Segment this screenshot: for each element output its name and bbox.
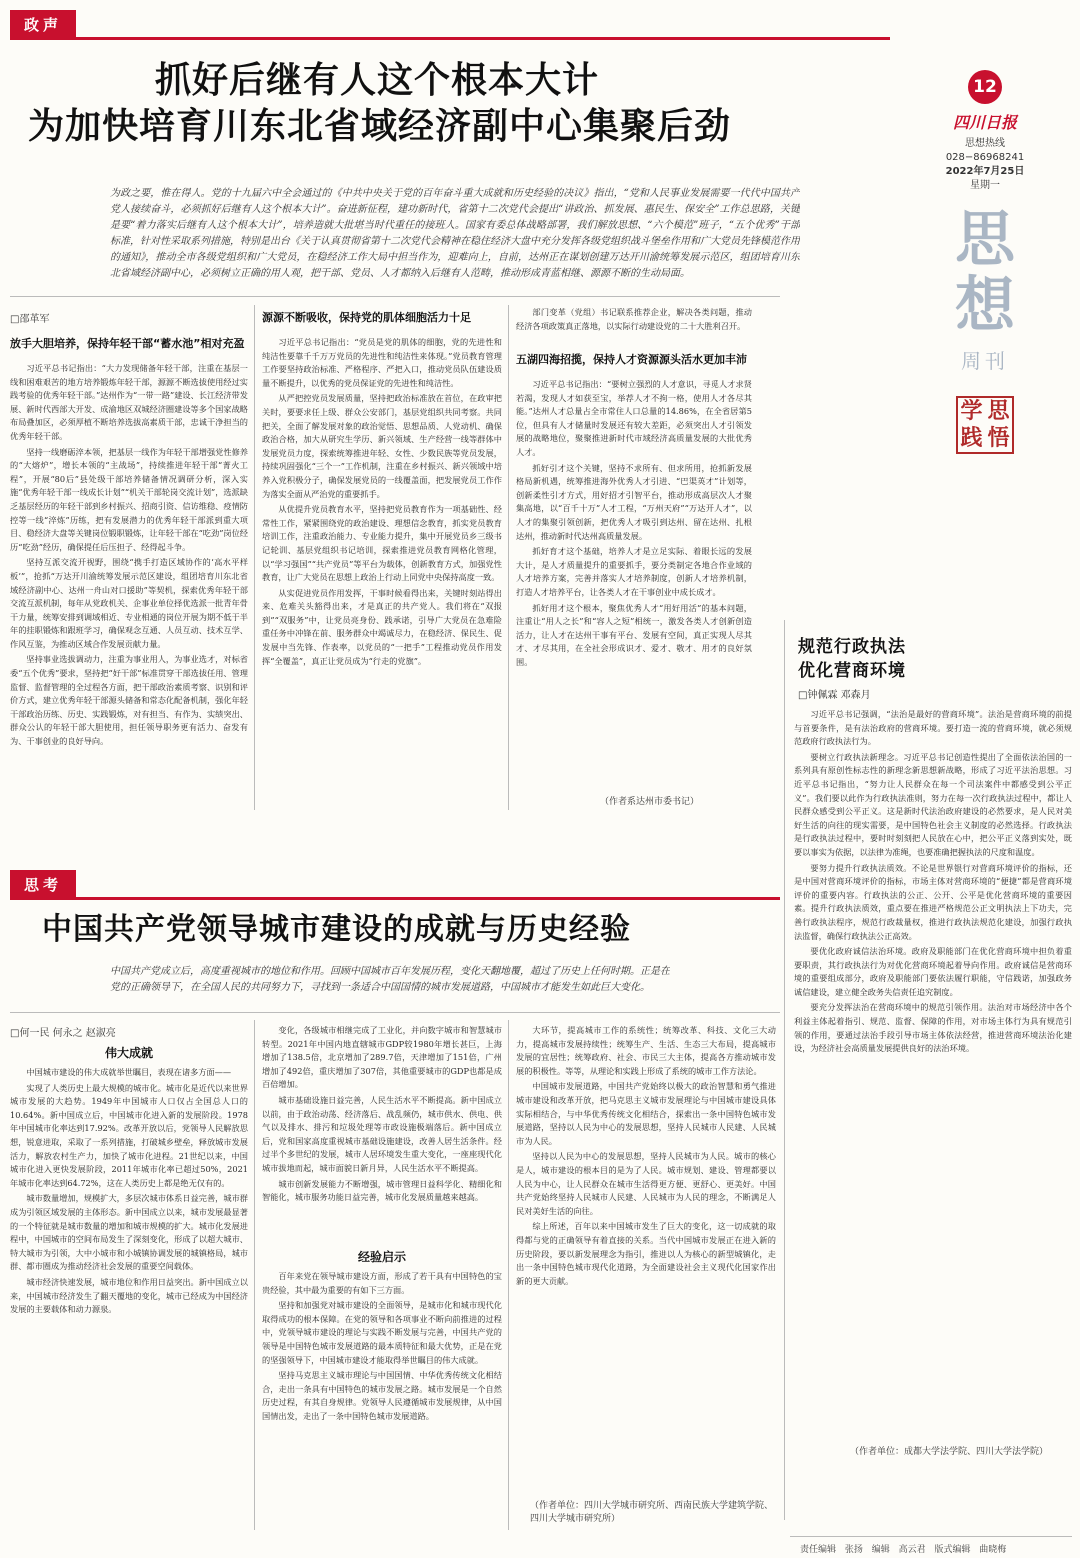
hotline-label: 思想热线	[965, 138, 1005, 149]
article2-author-note: （作者单位：成都大学法学院、四川大学法学院）	[850, 1447, 1049, 1457]
article3-col2-body-a: 变化，各级城市相继完成了工业化，并向数字城市和智慧城市转型。2021年中国内地直辖城市GDP较1980年增长甚巨，上海增加了138.5倍，北京增加了289.7倍，天津增加了151倍，广州增加了492倍，重庆增加了307倍，其他重要城市的GDP也都是成百倍增加。 城市基础设施日益完善，人民生活水平不断提高。新中国成立以前，由于政治动荡、经济落后、战乱频仍，城市供水、供电、供气以及排水、排污和垃圾处理等市政设施极端落后。新中国成立后，党和国家高度重视城市基础设施建设，改善人居生活条件。经过半个多世纪的发展，城市人居环境发生重大变化，一座座现代化城市拔地而起，城市面貌日新月异，人民生活水平不断提高。 城市创新发展能力不断增强，城市管理日益科学化、精细化和智能化，城市服务功能日益完善，城市化发展质量越来越高。	[262, 1025, 502, 1203]
masthead-panel	[900, 70, 1070, 454]
column-divider	[508, 305, 509, 810]
hotline-number: 028−86968241	[945, 152, 1025, 163]
article1-col3-body: 习近平总书记指出：“要树立强烈的人才意识，寻觅人才求贤若渴，发现人才如获至宝，举荐人才不拘一格，使用人才各尽其能。”达州人才总量占全市常住人口总量的14.86%，在全省居第5位，但具有人才储量时发展还有较大差距，必须突出人才引领发展的战略地位，聚聚推进新时代市域经济高质量发展的大批优秀人才。 抓好引才这个关键，坚持不求所有、但求所用，抢抓新发展格局新机遇，统筹推进海外优秀人才引进、“巴渠英才”计划等，创新柔性引才方式，用好招才引智平台，推动形成高层次人才聚集高地，以“百千十万”人才工程，“万州天府”“万达开人才”，以人才的集聚引领创新，把优秀人才吸引到达州、留在达州、扎根达州，推动新时代达州高质量发展。 抓好育才这个基础，培养人才是立足实际、着眼长远的发展大计，是人才质量提升的重要抓手，要分类制定各地合作业域的人才培养方案，完善并落实人才培养制度，创新人才培养机制，打造人才培养平台，让各类人才在干事创业中成长成才。 抓好用才这个根本，聚焦优秀人才“用好用活”的基本问题，注重让“用人之长”和“容人之短”相统一，激发各类人才创新创造活力，让人才在达州干事有平台、发展有空间，真正实现人尽其才、才尽其用，在全社会形成识才、爱才、敬才、用才的良好氛围。	[516, 379, 752, 667]
intro-divider	[10, 1012, 780, 1013]
article1-col1-heading: 放手大胆培养，保持年轻干部“蓄水池”相对充盈	[10, 337, 245, 350]
intro-divider	[10, 296, 780, 297]
article3-col2-heading: 经验启示	[357, 1250, 406, 1264]
article3-col2-body-b: 百年来党在领导城市建设方面，形成了若干具有中国特色的宝贵经验，其中最为重要的有如下三方面。 坚持和加强党对城市建设的全面领导，是城市化和城市现代化取得成功的根本保障。在党的领导和各项事业不断向前推进的过程中，党领导城市建设的理论与实践不断发展与完善，中国共产党的领导是中国特色城市发展道路的最本质特征和最大优势，正是在党的坚强领导下，中国城市建设才能取得举世瞩目的伟大成就。 坚持马克思主义城市理论与中国国情、中华优秀传统文化相结合，走出一条具有中国特色的城市发展之路。城市发展是一个自然历史过程，有其自身规律。党领导人民遵循城市发展规律，从中国国情出发，走出了一条中国特色城市发展道路。	[262, 1271, 502, 1421]
supplement-char-1: 思	[955, 205, 1015, 275]
article2-headline-line1: 规范行政执法	[798, 637, 906, 657]
article3-headline: 中国共产党领导城市建设的成就与历史经验	[42, 912, 631, 947]
section-tag-sikao: 思考	[10, 870, 76, 899]
article1-headline-line1: 抓好后继有人这个根本大计	[155, 60, 600, 101]
section-rule	[10, 37, 890, 40]
page-number-badge: 12	[968, 70, 1002, 104]
article2-byline: □钟佩霖 邓森月	[798, 690, 871, 701]
column-divider	[254, 1020, 255, 1530]
article3-col1-heading: 伟大成就	[104, 1046, 153, 1060]
supplement-char-2: 想	[955, 271, 1015, 341]
article1-col2-heading: 源源不断吸收，保持党的肌体细胞活力十足	[262, 311, 471, 324]
article3-col3-body: 大环节，提高城市工作的系统性；统筹改革、科技、文化三大动力，提高城市发展持续性；统筹生产、生活、生态三大布局，提高城市发展的宜居性；统筹政府、社会、市民三大主体，提高各方推动城市发展的积极性。等等，从理论和实践上形成了系统的城市工作方法论。 中国城市发展道路，中国共产党始终以极大的政治智慧和勇气推进城市建设和改革开放，把马克思主义城市发展理论与中国城市建设具体实际相结合，与中华优秀传统文化相结合，探索出一条中国特色城市发展道路，坚持以人民为中心的发展思想，坚持人民城市人民建、人民城市为人民。 坚持以人民为中心的发展思想，坚持人民城市为人民。城市的核心是人，城市建设的根本目的是为了人民。城市规划、建设、管理都要以人民为中心，让人民群众在城市生活得更方便、更舒心、更美好。中国共产党始终坚持人民城市人民建、人民城市为人民的理念，不断满足人民对美好生活的向往。 综上所述，百年以来中国城市发生了巨大的变化，这一切成就的取得都与党的正确领导有着直接的关系。当代中国城市发展正在进入新的历史阶段，要以新发展理念为指引，推进以人为核心的新型城镇化，走出一条中国特色城市现代化道路，为全面建设社会主义现代化国家作出新的更大贡献。	[516, 1025, 776, 1286]
article1-col1-body: 习近平总书记指出：“大力发现储备年轻干部，注重在基层一线和困难艰苦的地方培养锻炼年轻干部，源源不断选拔使用经过实践考验的优秀年轻干部。”达州作为“一带一路”建设、长江经济带发展、新时代西部大开发、成渝地区双城经济圈建设等多个国家战略布局叠加区，必须厚植不断培养选拔高素质干部，忠诚干净担当的优秀年轻干部。 坚持一线磨砺淬本领，把基层一线作为年轻干部增强党性修养的“大熔炉”，增长本领的“主战场”，持续推进年轻干部“菁火工程”，开展“80后”县处级干部培养储备情况调研分析，深入实施“优秀年轻干部一线成长计划”“机关干部轮岗交流计划”，选派缺乏基层经历的年轻干部到乡村振兴、招商引资、信访维稳、疫情防控等一线“淬炼”历练，把有发展潜力的优秀年轻干部派到重大项目、稳经济大盘等关键岗位锻职锻炼，让年轻干部在“吃劲”岗位经历“吃劲”经历，确保提任后压担子、经得起斗争。 坚持互派交流开视野，围绕“携手打造区域协作的‘高水平样板’”，抢抓“万达开川渝统筹发展示范区建设，组团培育川东北省域经济副中心、达州一舟山对口援助”等契机，探索优秀年轻干部交流互派机制，每年从党政机关、企事业单位择优选派一批青年骨干力量，统筹安排到调域相近、专业相通的岗位开展为期不低于半年的挂职锻炼和跟班学习，确保观念互通、人员互动、技术互学、作风互鉴，为推动区域合作发展贡献力量。 坚持事业选拔调动力，注重为事业用人，为事业选才，对标省委“五个优秀”要求，坚持把“好干部”标准贯穿干部选拔任用、管理监督、监督管理的全过程各方面，把干部政治素质考察、识别和评价方式，建立优秀年轻干部源头储备和常态化配备机制，强化年轻干部政治历练、历史、实践锻炼，对有担当、有作为、实绩突出、群众公认的年轻干部大胆使用，担任领导职务更有活力、奋发有为、干事创业的良好导向。	[10, 363, 248, 747]
article1-headline-line2: 为加快培育川东北省域经济副中心集聚后劲	[28, 106, 732, 147]
article1-author-note: （作者系达州市委书记）	[600, 797, 700, 807]
section-tag-zhengsheng: 政声	[10, 10, 76, 39]
column-divider	[254, 305, 255, 810]
article3-byline: □何一民 何永之 赵淑亮	[10, 1028, 116, 1039]
xue-si-jian-wu-seal: 学 思 践 悟	[956, 396, 1014, 454]
editor-credits: 责任编辑 张扬 编辑 高云君 版式编辑 曲晓梅	[800, 1545, 1007, 1555]
paper-name: 四川日报	[952, 113, 1017, 132]
section-rule	[10, 897, 780, 900]
issue-date: 2022年7月25日	[945, 166, 1025, 177]
article2-headline-line2: 优化营商环境	[798, 661, 906, 681]
article2-body: 习近平总书记强调，“法治是最好的营商环境”。法治是营商环境的前提与首要条件，是有法治政府的营商环境。要打造一流的营商环境，就必须规范政府行政执法行为。 要树立行政执法新理念。习近平总书记创造性提出了全面依法治国的一系列具有原创性标志性的新理念新思想新战略，形成了习近平法治思想。习近平总书记指出，“努力让人民群众在每一个司法案件中都感受到公平正义”。我们要以此作为行政执法准则，努力在每一次行政执法过程中，都让人民群众感受到公平正义。这是新时代法治政府建设的必然要求，是人民对美好生活的向往的现实需要，是中国特色社会主义制度的必然选择。行政执法是行政执法过程中，要时时刻刻把人民放在心中，把公平正义落到实处，既要以事实为依据，以法律为准绳，也要准确把握执法的尺度和温度。 要努力提升行政执法质效。不论是世界银行对营商环境评价的指标，还是中国对营商环境评价的指标，市场主体对营商环境的“便捷”都是营商环境评价的重要内容。行政执法的公正、公开、公平是优化营商环境的重要因素。提升行政执法质效，重点要在推进严格规范公正文明执法上下功夫，完善行政执法程序，规范行政裁量权，推进行政执法规范化建设，加强行政执法监督，确保行政执法公正高效。 要优化政府诚信法治环境。政府及职能部门在优化营商环境中担负着重要职责，其行政执法行为对优化营商环境起着导向作用。政府诚信是营商环境的重要组成部分，政府及职能部门要依法履行职能，守信践诺，加强政务诚信建设，建立健全政务失信责任追究制度。 要充分发挥法治在营商环境中的规范引领作用。法治对市场经济中各个利益主体起着指引、规范、监督、保障的作用，对市场主体行为具有规范引领的作用，要通过法治手段引导市场主体依法经营，推进营商环境法治化建设，为经济社会高质量发展提供良好的法治环境。	[794, 709, 1072, 1054]
article3-col1-body: 中国城市建设的伟大成就举世瞩目，表现在诸多方面—— 实现了人类历史上最大规模的城市化。城市化是近代以来世界城市发展的大趋势。1949年中国城市人口仅占全国总人口的10.64%。新中国成立后，中国城市化进入新的发展阶段。1978年中国城市化率达到17.92%。改革开放以后，党领导人民解放思想，锐意进取，采取了一系列措施，打破城乡壁垒，释放城市发展活力，解放农村生产力，加快了城市化进程。21世纪以来，中国城市化进入更快发展阶段，2011年城市化率已超过50%，2021年城市化率达到64.72%，这在人类历史上都是绝无仅有的。 城市数量增加，规模扩大，多层次城市体系日益完善，城市群成为引领区域发展的主体形态。新中国成立以来，城市发展最显著的一个特征就是城市数量的增加和城市规模的扩大。城市化发展进程中，中国城市的空间布局发生了深刻变化，形成了以超大城市、特大城市为引领，大中小城市和小城镇协调发展的城镇格局，城市群、都市圈成为推动经济社会发展的重要空间载体。 城市经济快速发展，城市地位和作用日益突出。新中国成立以来，中国城市经济发生了翻天覆地的变化，城市已经成为中国经济发展的主要载体和动力源泉。	[10, 1067, 248, 1315]
article3-author-note: （作者单位：四川大学城市研究所、西南民族大学建筑学院、四川大学城市研究所）	[530, 1501, 774, 1524]
article1-byline: □邵革军	[10, 314, 50, 325]
article1-col3-top: 部门变革（党组）书记联系推荐企业，解决各类问题，推动经济各项政策真正落地，以实际行动建设党的二十大胜利召开。	[516, 307, 752, 331]
article1-intro: 为政之要，惟在得人。党的十九届六中全会通过的《中共中央关于党的百年奋斗重大成就和历史经验的决议》指出，“党和人民事业发展需要一代代中国共产党人接续奋斗，必须抓好后继有人这个根本大计”。奋进新征程，建功新时代，省第十二次党代会提出“讲政治、抓发展、惠民生、保安全”工作总思路，关键是要“着力落实后继有人这个根本大计”，培养造就大批堪当时代重任的接班人。国家有委总体战略部署，我们解放思想、“六个模范”班子，“五个优秀”干部标准，针对性采取系列措施，特别是出台《关于认真贯彻省第十二次党代会精神在稳住经济大盘中充分发挥各级党组织战斗堡垒作用和广大党员先锋模范作用的通知》，推动全市各级党组织和广大党员，在稳经济工作大局中担当作为，迎难向上，自前，达州正在谋划创建万达开川渝统筹发展示范区，组团培育川东北省域经济副中心，必须树立正确的用人观，把干部、党员、人才都纳入后继有人范畴，推动形成青蓝相继、源源不断的生动局面。	[110, 188, 800, 279]
column-divider	[508, 1020, 509, 1530]
issue-weekday: 星期一	[970, 180, 1000, 191]
article1-col2-body: 习近平总书记指出：“党员是党的肌体的细胞，党的先进性和纯洁性要靠千千万万党员的先进性和纯洁性来体现。”党员教育管理工作要坚持政治标准、严格程序、严把入口，推动党员队伍建设质量不断提升，以优秀的党员保证党的先进性和纯洁性。 从严把控党员发展质量，坚持把政治标准放在首位，在政审把关时，要要求任上级、群众公安部门，基层党组织共同考察。共同把关，全面了解发展对象的政治觉悟、思想品质、人党动机、确保政治合格，加大从研究生学历、新兴领域、生产经营一线等群体中发展党员力度，探索统筹推进年轻、女性、少数民族等党员发展，持续巩固强化“三个一”工作机制，注重在乡村振兴、新兴领域中培养入党积极分子，确保发展党员的一线覆盖面，把发展党员工作作为落实全面从严治党的重要抓手。 从优提升党员教育水平，坚持把党员教育作为一项基础性、经常性工作，紧紧围绕党的政治建设、理想信念教育，抓实党员教育培训工作，注重政治能力、专业能力提升，集中开展党员乡三级书记轮训、基层党组织书记培训，探索推进党员教育网格化管理，以“学习强国”“共产党员”等平台为载体，创新教育方式，加强党性教育，让广大党员在思想上政治上行动上同党中央保持高度一致。 从实促进党员作用发挥，干事时候看得出来，关键时刻站得出来、危难关头豁得出来，才是真正的共产党人。我们将在“双报到”“双服务”中，让党员亮身份、践承诺，引导广大党员在急难险重任务中冲锋在前、服务群众中竭诚尽力，在稳经济、保民生、促发展中当先锋、作表率，以党员的“一把手”工程推动党员作用发挥“全覆盖”，真正让党员成为“行走的党旗”。	[262, 337, 502, 666]
article3-intro: 中国共产党成立后，高度重视城市的地位和作用。回顾中国城市百年发展历程，变化天翻地覆，超过了历史上任何时期。正是在党的正确领导下，在全国人民的共同努力下，寻找到一条适合中国国情的城市发展道路，中国城市才能发生如此巨大变化。	[110, 966, 670, 993]
footer-rule	[790, 1536, 1072, 1537]
article1-col3-heading: 五湖四海招揽，保持人才资源源头活水更加丰沛	[516, 353, 747, 366]
supplement-suffix: 周刊	[961, 349, 1009, 373]
column-divider	[784, 620, 785, 1520]
